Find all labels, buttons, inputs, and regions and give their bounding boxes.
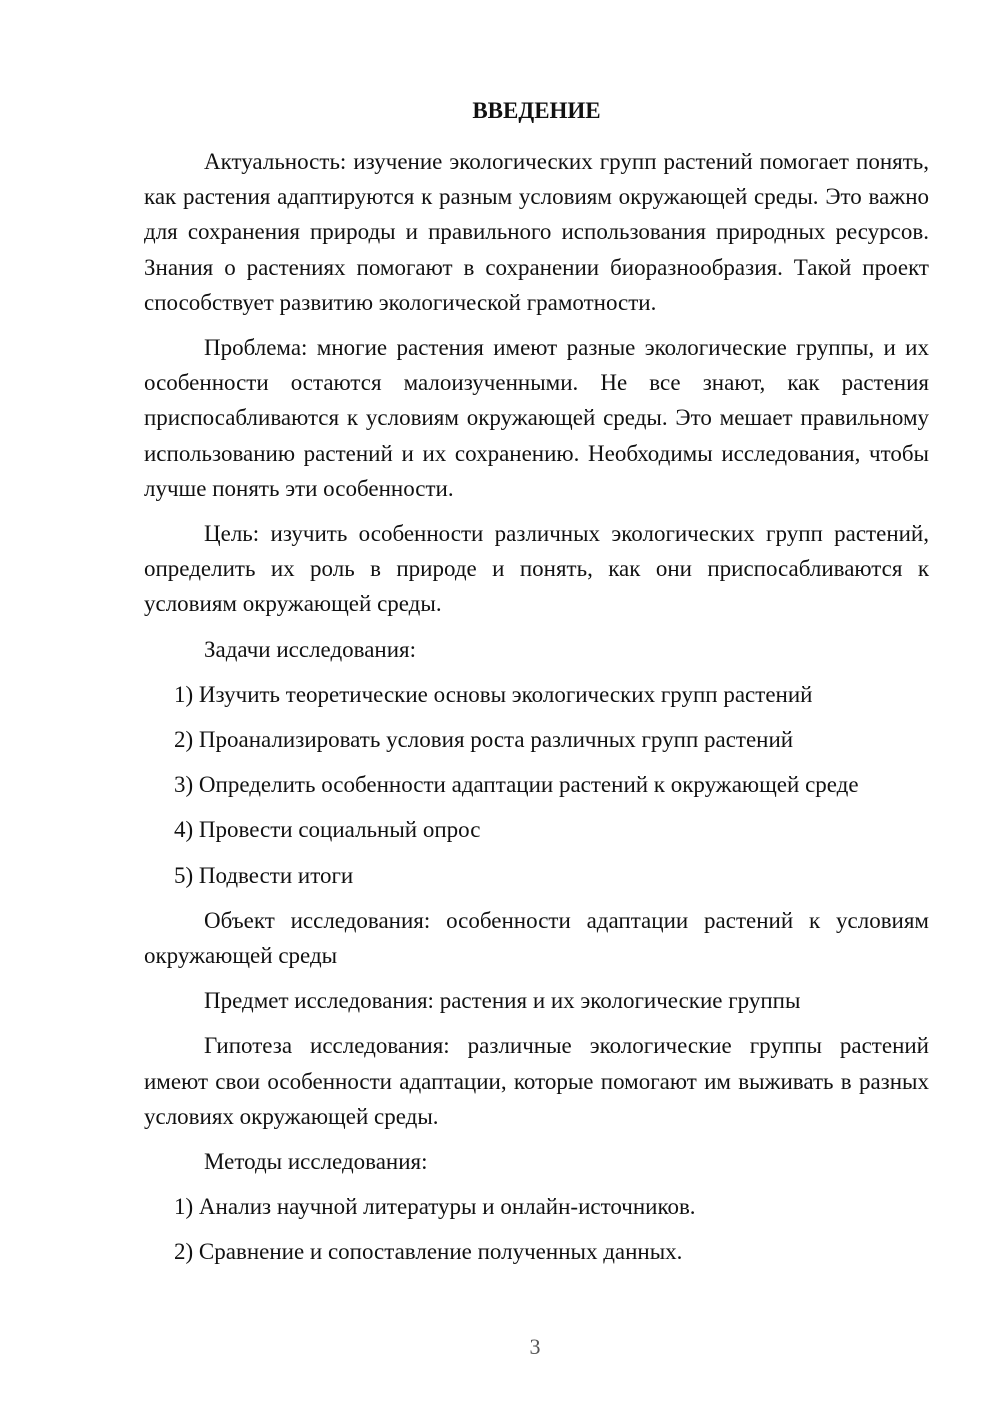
section-title: ВВЕДЕНИЕ	[472, 98, 601, 123]
task-item: 4) Провести социальный опрос	[174, 817, 481, 843]
page-number: 3	[529, 1334, 541, 1359]
tasks-list	[144, 677, 929, 893]
hypothesis-paragraph: Гипотеза исследования: различные экологические группы растений имеют свои особенности адаптации, которые помогают им выживать в разных условиях окружающей среды.	[144, 1033, 929, 1129]
relevance-paragraph: Актуальность: изучение экологических групп растений помогает понять, как растения адаптируются к разным условиям окружающей среды. Это важно для сохранения природы и правильного использования природных ресурсов. Знания о растениях помогают в сохранении биоразнообразия. Такой проект способствует развитию экологической грамотности.	[144, 149, 929, 315]
task-item: 2) Проанализировать условия роста различных групп растений	[174, 727, 794, 753]
subject-paragraph: Предмет исследования: растения и их экологические группы	[204, 988, 801, 1014]
methods-label: Методы исследования:	[204, 1149, 428, 1175]
page-content	[144, 96, 929, 1280]
object-paragraph: Объект исследования: особенности адаптации растений к условиям окружающей среды	[144, 907, 929, 969]
goal-paragraph: Цель: изучить особенности различных экологических групп растений, определить их роль в природе и понять, как они приспосабливаются к условиям окружающей среды.	[144, 521, 929, 617]
task-item: 3) Определить особенности адаптации растений к окружающей среде	[174, 772, 859, 798]
methods-list	[144, 1189, 929, 1269]
method-item: 2) Сравнение и сопоставление полученных данных.	[174, 1239, 683, 1265]
problem-paragraph: Проблема: многие растения имеют разные экологические группы, и их особенности остаются малоизученными. Не все знают, как растения приспосабливаются к условиям окружающей среды. Это мешает правильному использованию растений и их сохранению. Необходимы исследования, чтобы лучше понять эти особенности.	[144, 335, 929, 501]
task-item: 5) Подвести итоги	[174, 862, 354, 888]
task-item: 1) Изучить теоретические основы экологических групп растений	[174, 681, 813, 707]
tasks-label: Задачи исследования:	[204, 636, 417, 662]
method-item: 1) Анализ научной литературы и онлайн-источников.	[174, 1194, 696, 1220]
